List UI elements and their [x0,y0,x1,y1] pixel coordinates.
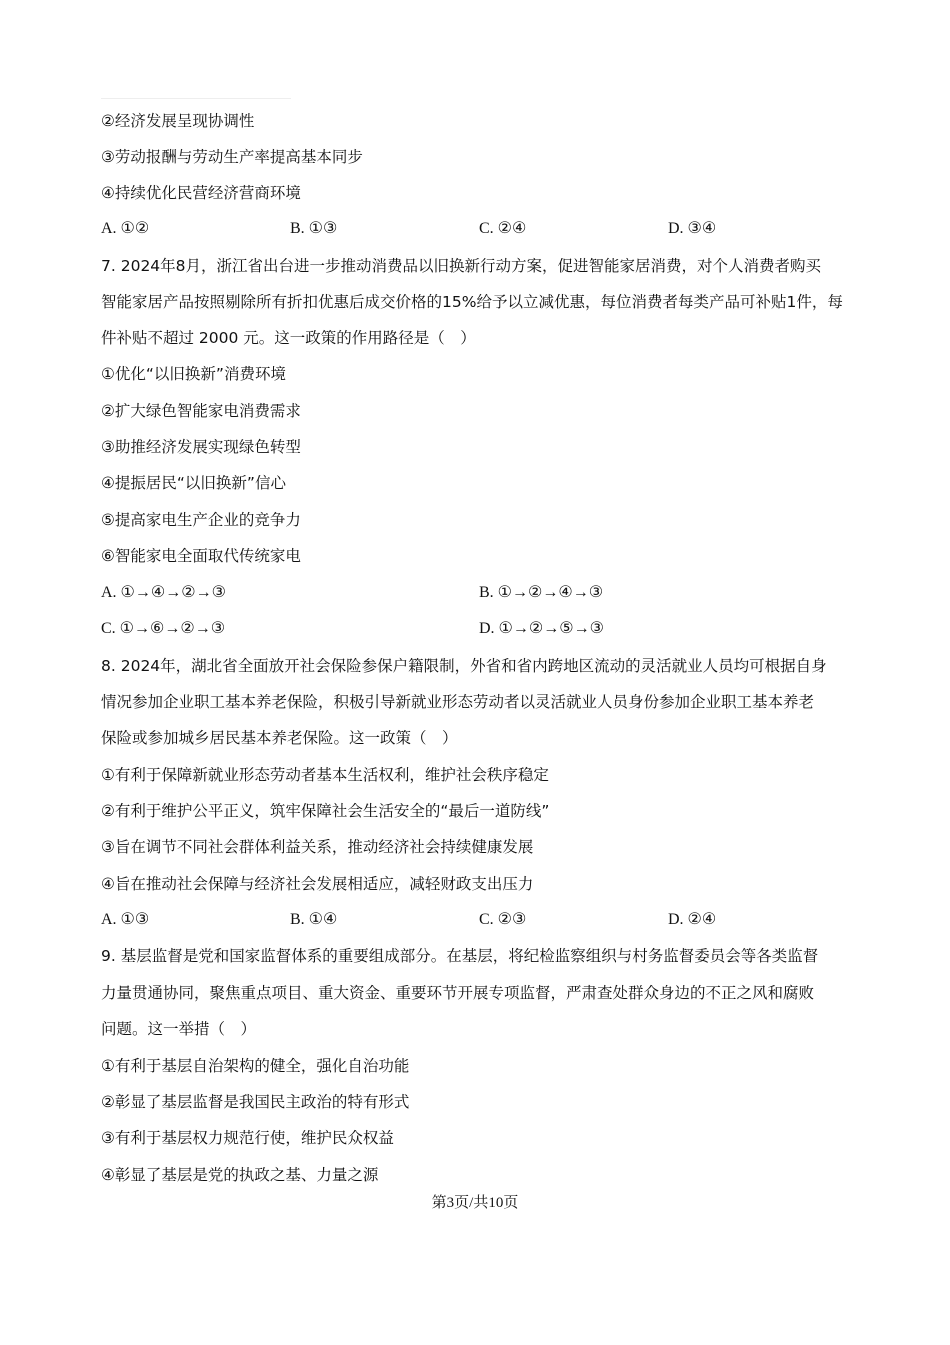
choice-item: ④提振居民“以旧换新”信心 [101,474,286,492]
question-stem: 智能家居产品按照剔除所有折扣优惠后成交价格的15%给予以立减优惠，每位消费者每类产品可补贴1件，每 [101,293,843,311]
choice-item: ②扩大绿色智能家电消费需求 [101,402,301,420]
option-c: C. ①→⑥→②→③ [101,620,226,637]
option-c: C. ②③ [479,911,527,928]
question-stem: 件补贴不超过 2000 元。这一政策的作用路径是（ ） [101,329,476,347]
option-a: A. ①② [101,220,150,237]
choice-item: ⑤提高家电生产企业的竞争力 [101,511,301,529]
option-b: B. ①→②→④→③ [479,584,604,601]
choice-item: ③劳动报酬与劳动生产率提高基本同步 [101,148,363,166]
question-stem: 8. 2024年，湖北省全面放开社会保险参保户籍限制，外省和省内跨地区流动的灵活就业人员均可根据自身 [101,657,827,675]
choice-item: ③旨在调节不同社会群体利益关系，推动经济社会持续健康发展 [101,838,534,856]
page-number: 第3页/共10页 [431,1195,519,1211]
option-b: B. ①③ [290,220,338,237]
question-stem: 保险或参加城乡居民基本养老保险。这一政策（ ） [101,729,458,747]
choice-item: ①有利于保障新就业形态劳动者基本生活权利，维护社会秩序稳定 [101,766,549,784]
choice-item: ①有利于基层自治架构的健全，强化自治功能 [101,1057,410,1075]
choice-item: ③有利于基层权力规范行使，维护民众权益 [101,1129,394,1147]
choice-item: ②有利于维护公平正义，筑牢保障社会生活安全的“最后一道防线” [101,802,550,820]
option-d: D. ①→②→⑤→③ [479,620,604,637]
option-d: D. ③④ [668,220,717,237]
choice-item: ⑥智能家电全面取代传统家电 [101,547,301,565]
choice-item: ②经济发展呈现协调性 [101,112,255,130]
option-a: A. ①→④→②→③ [101,584,226,601]
question-stem: 7. 2024年8月，浙江省出台进一步推动消费品以旧换新行动方案，促进智能家居消费，对个人消费者购买 [101,257,822,275]
option-d: D. ②④ [668,911,717,928]
divider [101,98,291,99]
option-b: B. ①④ [290,911,338,928]
choice-item: ④彰显了基层是党的执政之基、力量之源 [101,1166,379,1184]
question-stem: 力量贯通协同，聚焦重点项目、重大资金、重要环节开展专项监督，严肃查处群众身边的不正之风和腐败 [101,984,815,1002]
question-stem: 问题。这一举措（ ） [101,1020,257,1038]
question-stem: 情况参加企业职工基本养老保险，积极引导新就业形态劳动者以灵活就业人员身份参加企业职工基本养老 [101,693,815,711]
choice-item: ④旨在推动社会保障与经济社会发展相适应，减轻财政支出压力 [101,875,534,893]
question-stem: 9. 基层监督是党和国家监督体系的重要组成部分。在基层，将纪检监察组织与村务监督委员会等各类监督 [101,947,819,965]
option-c: C. ②④ [479,220,527,237]
choice-item: ①优化“以旧换新”消费环境 [101,365,286,383]
choice-item: ②彰显了基层监督是我国民主政治的特有形式 [101,1093,410,1111]
option-a: A. ①③ [101,911,150,928]
choice-item: ③助推经济发展实现绿色转型 [101,438,301,456]
choice-item: ④持续优化民营经济营商环境 [101,184,301,202]
